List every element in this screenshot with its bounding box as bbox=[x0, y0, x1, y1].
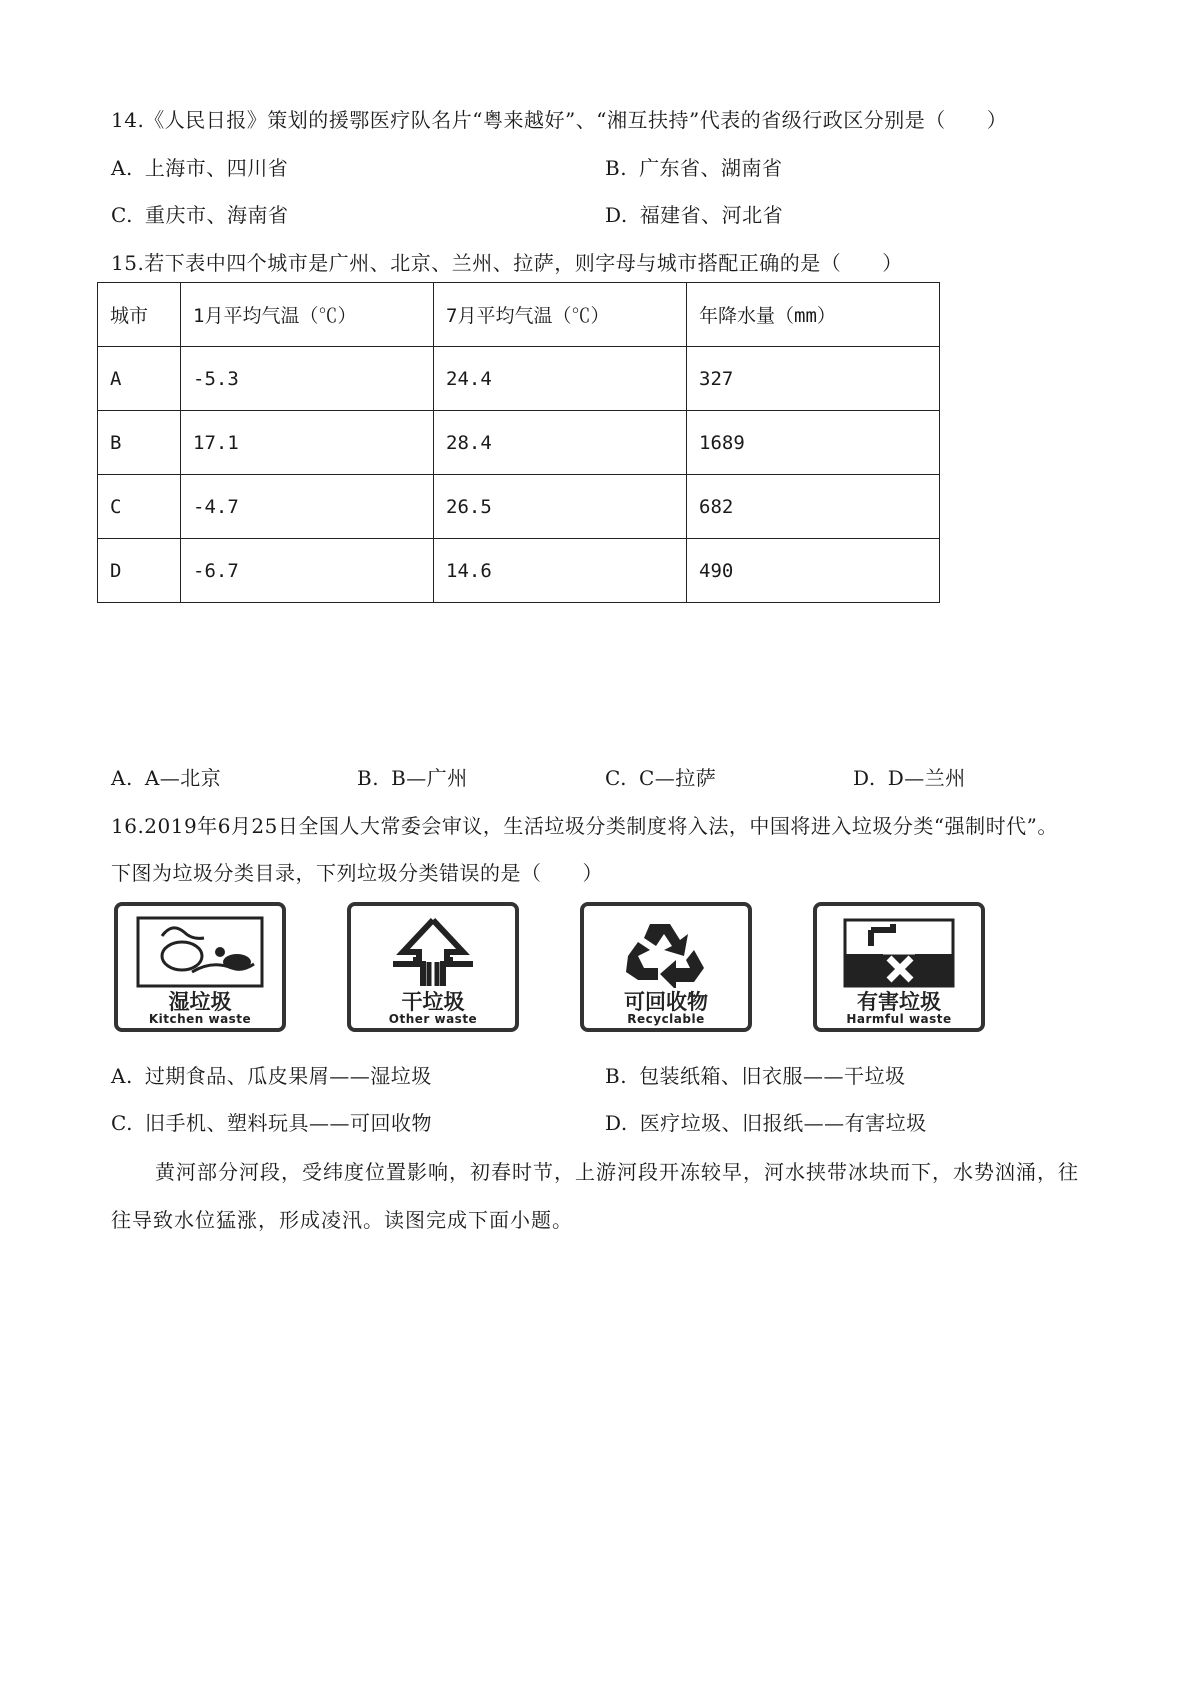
table-cell: A bbox=[98, 347, 181, 411]
table-cell: 327 bbox=[687, 347, 940, 411]
sign-en-label: Harmful waste bbox=[846, 1012, 952, 1026]
sign-recyclable bbox=[580, 902, 752, 1032]
option-text: 广东省、湖南省 bbox=[639, 156, 783, 180]
q14-option-c bbox=[111, 199, 288, 228]
option-text: 福建省、河北省 bbox=[639, 203, 784, 227]
q15-option-b bbox=[357, 762, 468, 791]
kitchen-waste-icon bbox=[132, 916, 268, 988]
climate-table bbox=[97, 282, 940, 603]
option-text: 旧手机、塑料玩具——可回收物 bbox=[144, 1111, 432, 1135]
option-label: C. bbox=[111, 1111, 133, 1135]
sign-cn-label: 有害垃圾 bbox=[857, 990, 941, 1014]
option-label: B. bbox=[357, 766, 380, 790]
table-row bbox=[98, 411, 940, 475]
q15-stem: 15.若下表中四个城市是广州、北京、兰州、拉萨，则字母与城市搭配正确的是（ ） bbox=[111, 251, 903, 275]
table-row bbox=[98, 475, 940, 539]
table-cell: 490 bbox=[687, 539, 940, 603]
table-header-row bbox=[98, 283, 940, 347]
q16-option-c bbox=[111, 1107, 432, 1136]
option-text: A—北京 bbox=[144, 766, 222, 790]
table-cell: -6.7 bbox=[181, 539, 434, 603]
table-cell: 14.6 bbox=[434, 539, 687, 603]
table-cell: -4.7 bbox=[181, 475, 434, 539]
option-label: A. bbox=[111, 1064, 133, 1088]
table-header-cell: 年降水量（mm） bbox=[687, 283, 940, 347]
table-cell: 17.1 bbox=[181, 411, 434, 475]
sign-cn-label: 可回收物 bbox=[624, 990, 708, 1014]
option-label: B. bbox=[605, 1064, 628, 1088]
table-row bbox=[98, 347, 940, 411]
q14-option-d bbox=[605, 199, 783, 228]
q15-option-a bbox=[111, 762, 221, 791]
table-cell: -5.3 bbox=[181, 347, 434, 411]
sign-cn-label: 湿垃圾 bbox=[168, 990, 232, 1014]
q15-option-d bbox=[853, 762, 966, 791]
q14-option-a bbox=[111, 152, 288, 181]
q16-option-b bbox=[605, 1060, 906, 1089]
sign-harmful-waste bbox=[813, 902, 985, 1032]
q14-option-b bbox=[605, 152, 783, 181]
sign-cn-label: 干垃圾 bbox=[401, 990, 465, 1014]
table-cell: B bbox=[98, 411, 181, 475]
other-waste-icon bbox=[365, 916, 501, 988]
table-row bbox=[98, 539, 940, 603]
sign-en-label: Other waste bbox=[388, 1012, 478, 1026]
option-label: C. bbox=[111, 203, 133, 227]
table-cell: 1689 bbox=[687, 411, 940, 475]
option-text: 重庆市、海南省 bbox=[144, 203, 289, 227]
option-text: 上海市、四川省 bbox=[144, 156, 289, 180]
table-cell: 26.5 bbox=[434, 475, 687, 539]
option-label: B. bbox=[605, 156, 628, 180]
option-text: 包装纸箱、旧衣服——干垃圾 bbox=[639, 1064, 906, 1088]
passage-line1: 黄河部分河段，受纬度位置影响，初春时节，上游河段开冻较早，河水挟带冰块而下，水势汹涌，往 bbox=[155, 1160, 1079, 1184]
harmful-waste-icon bbox=[831, 916, 967, 988]
table-header-cell: 城市 bbox=[98, 283, 181, 347]
option-text: D—兰州 bbox=[887, 766, 966, 790]
q15-option-c bbox=[605, 762, 716, 791]
sign-kitchen-waste bbox=[114, 902, 286, 1032]
q16-stem-line2: 下图为垃圾分类目录，下列垃圾分类错误的是（ ） bbox=[111, 861, 603, 885]
sign-en-label: Recyclable bbox=[627, 1012, 705, 1026]
option-label: A. bbox=[111, 766, 133, 790]
option-label: C. bbox=[605, 766, 627, 790]
table-cell: C bbox=[98, 475, 181, 539]
q16-stem-line1: 16.2019年6月25日全国人大常委会审议，生活垃圾分类制度将入法，中国将进入垃圾分类“强制时代”。 bbox=[111, 814, 1058, 838]
table-cell: 682 bbox=[687, 475, 940, 539]
table-cell: 24.4 bbox=[434, 347, 687, 411]
passage-line2: 往导致水位猛涨，形成凌汛。读图完成下面小题。 bbox=[111, 1208, 573, 1232]
q14-stem: 14.《人民日报》策划的援鄂医疗队名片“粤来越好”、“湘互扶持”代表的省级行政区分别是（ ） bbox=[111, 108, 1008, 132]
table-cell: 28.4 bbox=[434, 411, 687, 475]
sign-en-label: Kitchen waste bbox=[148, 1012, 252, 1026]
option-label: A. bbox=[111, 156, 133, 180]
option-text: 过期食品、瓜皮果屑——湿垃圾 bbox=[144, 1064, 432, 1088]
table-header-cell: 1月平均气温（℃） bbox=[181, 283, 434, 347]
q16-option-d bbox=[605, 1107, 927, 1136]
option-label: D. bbox=[605, 1111, 628, 1135]
option-label: D. bbox=[605, 203, 628, 227]
table-cell: D bbox=[98, 539, 181, 603]
option-text: B—广州 bbox=[391, 766, 468, 790]
recycle-icon bbox=[598, 916, 734, 988]
option-text: C—拉萨 bbox=[638, 766, 717, 790]
sign-other-waste bbox=[347, 902, 519, 1032]
table-header-cell: 7月平均气温（℃） bbox=[434, 283, 687, 347]
option-text: 医疗垃圾、旧报纸——有害垃圾 bbox=[639, 1111, 927, 1135]
q16-option-a bbox=[111, 1060, 432, 1089]
option-label: D. bbox=[853, 766, 876, 790]
